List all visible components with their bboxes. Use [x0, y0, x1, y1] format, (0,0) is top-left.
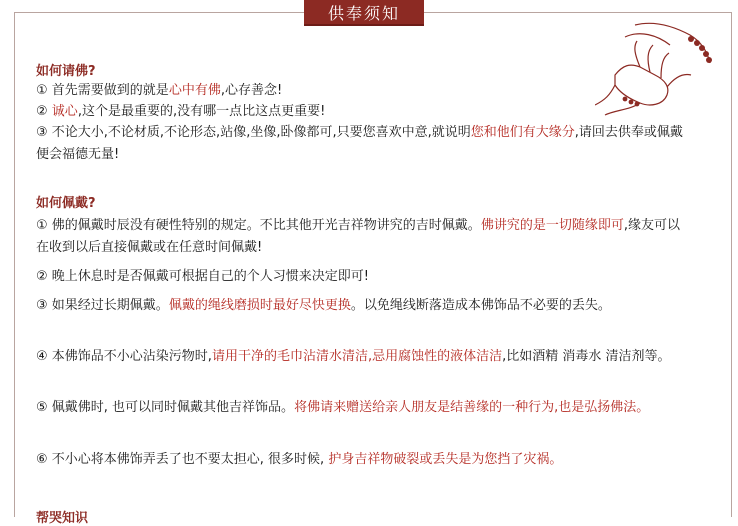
list-item	[36, 266, 686, 288]
page-title: 供奉须知	[304, 0, 424, 26]
highlight-text: 心中有佛	[168, 83, 221, 98]
highlight-text: 请用干净的毛巾沾清水清洁,忌用腐蚀性的液体洁洁	[211, 349, 503, 364]
body-text: ,请回去供奉或佩戴便会福德无量!	[36, 125, 683, 162]
body-text: 晚上休息时是否佩戴可根据自己的个人习惯来决定即可!	[51, 269, 370, 284]
body-text: 佛的佩戴时辰没有硬性特别的规定。不比其他开光吉祥物讲究的吉时佩戴。	[51, 218, 481, 233]
body-text: 本佛饰品不小心沾染污物时,	[51, 349, 212, 364]
list-item	[36, 122, 686, 166]
body-text: 不论大小,不论材质,不论形态,站像,坐像,卧像都可,只要您喜欢中意,就说明	[51, 125, 471, 140]
list-item	[36, 101, 686, 123]
body-text: ,比如酒精 消毒水 清洁剂等。	[502, 349, 671, 364]
item-number: ⑥	[36, 452, 52, 467]
frame-left-border	[14, 12, 15, 517]
list-item	[36, 449, 686, 471]
highlight-text: 护身吉祥物破裂或丢失是为您挡了灾祸。	[328, 452, 563, 467]
list-item	[36, 346, 686, 368]
body-text: ,心存善念!	[220, 83, 283, 98]
body-text: ,这个是最重要的,没有哪一点比这点更重要!	[77, 104, 326, 119]
item-number: ①	[36, 83, 52, 98]
body-text: 不小心将本佛饰弄丢了也不要太担心, 很多时候,	[51, 452, 329, 467]
highlight-text: 将佛请来赠送给亲人朋友是结善缘的一种行为,也是弘扬佛法。	[294, 400, 650, 415]
highlight-text: 诚心	[51, 104, 78, 119]
highlight-text: 您和他们有大缘分	[470, 125, 575, 140]
body-text: 佩戴佛时, 也可以同时佩戴其他吉祥饰品。	[51, 400, 295, 415]
section-heading-qingfo: 如何请佛?	[36, 64, 96, 79]
body-text: 首先需要做到的就是	[51, 83, 169, 98]
item-number: ②	[36, 269, 52, 284]
list-item	[36, 80, 686, 102]
highlight-text: 佩戴的绳线磨损时最好尽快更换	[168, 298, 351, 313]
item-number: ④	[36, 349, 52, 364]
item-number: ③	[36, 298, 52, 313]
body-text: ,缘友可以在收到以后直接佩戴或在任意时间佩戴!	[36, 218, 680, 255]
body-text: 如果经过长期佩戴。	[51, 298, 169, 313]
item-number: ⑤	[36, 400, 52, 415]
section-heading-peidai: 如何佩戴?	[36, 196, 96, 211]
list-item	[36, 295, 686, 317]
body-text: 。以免绳线断落造成本佛饰品不必要的丢失。	[350, 298, 611, 313]
section-heading-footer: 帮哭知识	[36, 511, 89, 526]
list-item	[36, 215, 686, 259]
item-number: ②	[36, 104, 52, 119]
list-item	[36, 397, 686, 419]
title-banner	[304, 0, 424, 26]
highlight-text: 佛讲究的是一切随缘即可	[480, 218, 624, 233]
item-number: ①	[36, 218, 52, 233]
frame-right-border	[731, 12, 732, 517]
item-number: ③	[36, 125, 52, 140]
